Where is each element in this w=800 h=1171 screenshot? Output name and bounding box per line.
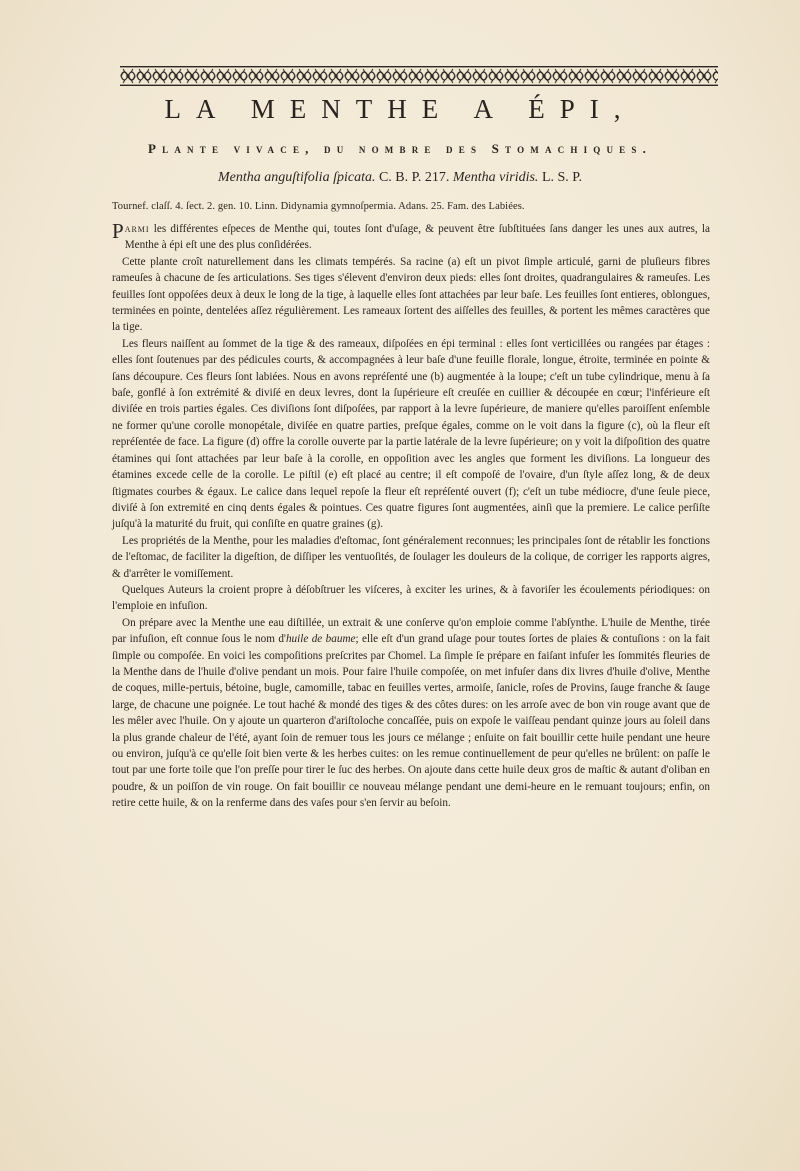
- paragraph-1-lead: armi: [124, 223, 150, 235]
- paragraph-1: [112, 221, 710, 254]
- paragraph-4: Les propriétés de la Menthe, pour les maladies d'eſtomac, ſont généralement reconnues; les principales ſont de rétablir les fonctions de l'eſtomac, de faciliter la digeſtion, de diſſiper les ventuoſités, de ſoulager les douleurs de la colique, de corriger les rapports aigres, & d'arrêter le vomiſſement.: [112, 534, 710, 580]
- synonym-latin-1: Mentha anguſtifolia ſpicata.: [217, 170, 376, 185]
- paragraph-5: Quelques Auteurs la croient propre à déſobſtruer les viſceres, à exciter les urines, & à favoriſer les écoulements périodiques: on l'emploie en infuſion.: [112, 583, 710, 613]
- plant-subtitle: Plante vivace, du nombre des Stomachiques.: [148, 141, 653, 156]
- paragraph-6-part-a: On prépare avec la Menthe une eau diſtillée, un extrait & une conſerve qu'on emploie comme l'abſynthe. L'huile de Menthe, tirée par infuſion, eſt connue ſous le nom d': [112, 616, 710, 646]
- drop-cap: P: [112, 219, 124, 243]
- synonym-ref-2: L. S. P.: [541, 170, 583, 185]
- classification-line: Tournef. claſſ. 4. ſect. 2. gen. 10. Linn. Didynamia gymnoſpermia. Adans. 25. Fam. des Labiées.: [112, 201, 525, 212]
- paragraph-2: Cette plante croît naturellement dans les climats tempérés. Sa racine (a) eſt un pivot ſimple articulé, garni de pluſieurs fibres rameuſes à chacune de ſes articulations. Ses tiges s'élevent d'environ deux pieds: elles ſont droites, quadrangulaires & rameuſes. Les feuilles ſont oppoſées deux à deux le long de la tige, à laquelle elles ſont attachées par leur baſe. Les feuilles ſont entieres, oblongues, terminées en pointe, dentelées aſſez régulièrement. Les rameaux ſortent des aiſſelles des feuilles, & portent les mêmes caractères que la tige.: [112, 255, 710, 334]
- synonym-latin-2: Mentha viridis.: [452, 170, 539, 185]
- paragraph-6-italic: huile de baume: [285, 633, 356, 646]
- synonym-ref-1: C. B. P. 217.: [378, 170, 450, 185]
- paragraph-6: [112, 615, 710, 812]
- page-title: LA MENTHE A ÉPI,: [164, 94, 636, 124]
- ornament-band: [120, 66, 718, 86]
- paragraph-1-text: les différentes eſpeces de Menthe qui, toutes ſont d'uſage, & peuvent être ſubſtituées ſans danger les unes aux autres, la Menthe à épi eſt une des plus conſidérées.: [124, 223, 710, 252]
- synonyms-line: [0, 168, 800, 188]
- article-body: [112, 221, 710, 812]
- paragraph-3: Les fleurs naiſſent au ſommet de la tige & des rameaux, diſpoſées en épi terminal : elles ſont verticillées ou rangées par étages : elles ſont ſoutenues par des pédicules courts, & accompagnées à leur baſe d'une feuille florale, longue, étroite, terminée en pointe & ſans découpure. Ces fleurs ſont labiées. Nous en avons repréſenté une (b) augmentée à la loupe; c'eſt un tube cylindrique, menu à ſa baſe, gonflé à ſon extrémité & diviſé en deux levres, dont la ſupérieure eſt creuſée en cuillier & découpée en cœur; l'inférieure eſt diviſée en trois parties égales. Ces diviſions ſont diſpoſées, par rapport à la levre ſupérieure, de maniere qu'elles paroiſſent enſemble ne former qu'une corolle monopétale, diviſée en quatre parties, preſque égales, comme on le voit dans la figure (c), où la fleur eſt repréſentée de face. La figure (d) offre la corolle ouverte par la partie latérale de la levre ſupérieure; on y voit la diſpoſition des quatre étamines qui ſont attachées par leur baſe à la corolle, en oppoſition avec les angles que forment les diviſions. La longueur des étamines excede celle de la corolle. Le piſtil (e) eſt placé au centre; il eſt compoſé de l'ovaire, d'un ſtyle aſſez long, & de deux ſtigmates courbes & égaux. Le calice dans lequel repoſe la fleur eſt repréſenté ouvert (f); c'eſt un tube médiocre, d'une ſeule piece, diviſé à ſon extremité en cinq dents égales & pointues. Ces quatre figures ſont augmentées, ainſi que la premiere. Le calice perſiſte juſqu'à la maturité du fruit, qui conſiſte en quatre graines (g).: [112, 337, 710, 531]
- paragraph-6-part-b: ; elle eſt d'un grand uſage pour toutes ſortes de plaies & contuſions : on la fait ſimple ou compoſée. En voici les compoſitions preſcrites par Chomel. La ſimple ſe prépare en faiſant infuſer les ſommités fleuries de la Menthe dans de l'huile d'olive pendant un mois. Pour faire l'huile compoſée, on met infuſer dans dix livres d'huile d'olive, Menthe de coques, mille-pertuis, bétoine, bugle, camomille, tabac en feuilles vertes, armoiſe, ſanicle, roſes de Provins, ſauge franche & ſauge large, de chacune une poignée. Le tout haché & mondé des tiges & des côtes dures: on les arroſe avec de bon vin rouge avant que de les mêler avec l'huile. On y ajoute un quarteron d'ariſtoloche concaſſée, puis on expoſe le vaiſſeau pendant quinze jours au ſoleil dans la plus grande chaleur de l'été, ayant ſoin de remuer tous les jours ce mélange ; enſuite on fait bouillir cette huile pendant une heure ou environ, juſqu'à ce qu'elle ſoit bien verte & les herbes cuites: on les remue continuellement de peur qu'elles ne brûlent: on paſſe le tout par une forte toile que l'on preſſe pour tirer le ſuc des herbes. On ajoute dans cette huile deux gros de maſtic & autant d'oliban en poudre, & un poiſſon de vin rouge. On fait bouillir ce nouveau mélange pendant une demi-heure en le remuant toujours; enfin, on retire cette huile, & on la renferme dans des vaſes pour s'en ſervir au beſoin.: [112, 633, 711, 810]
